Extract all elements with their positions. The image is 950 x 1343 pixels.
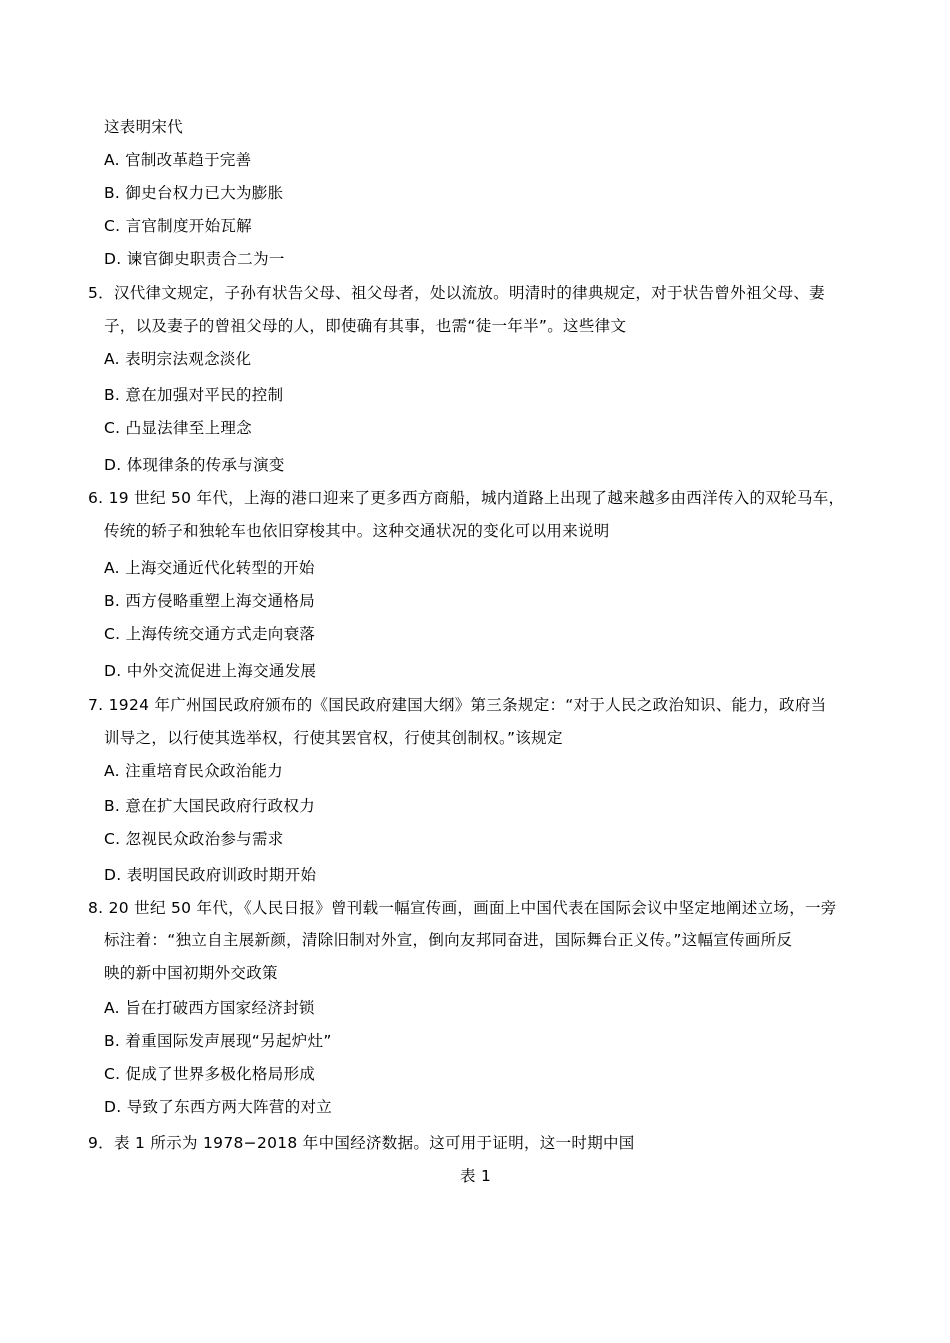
q7-option-d[interactable]: D. 表明国民政府训政时期开始	[104, 866, 317, 884]
q5-stem-line-1: 5．汉代律文规定，子孙有状告父母、祖父母者，处以流放。明清时的律典规定，对于状告曾外祖父母、妻	[88, 284, 825, 302]
q4-option-b[interactable]: B. 御史台权力已大为膨胀	[104, 184, 284, 202]
q5-option-d[interactable]: D. 体现律条的传承与演变	[104, 456, 285, 474]
q4-option-c[interactable]: C. 言官制度开始瓦解	[104, 217, 252, 235]
q7-option-a[interactable]: A. 注重培育民众政治能力	[104, 762, 284, 780]
q6-option-c[interactable]: C. 上海传统交通方式走向衰落	[104, 625, 316, 643]
q8-option-d[interactable]: D. 导致了东西方两大阵营的对立	[104, 1098, 333, 1116]
q4-option-a[interactable]: A. 官制改革趋于完善	[104, 151, 252, 169]
q8-option-b[interactable]: B. 着重国际发声展现“另起炉灶”	[104, 1032, 332, 1050]
q7-option-c[interactable]: C. 忽视民众政治参与需求	[104, 830, 284, 848]
q7-option-b[interactable]: B. 意在扩大国民政府行政权力	[104, 797, 315, 815]
q5-option-b[interactable]: B. 意在加强对平民的控制	[104, 386, 284, 404]
q5-option-c[interactable]: C. 凸显法律至上理念	[104, 419, 252, 437]
q7-stem-line-1: 7. 1924 年广州国民政府颁布的《国民政府建国大纲》第三条规定：“对于人民之政治知识、能力，政府当	[88, 696, 827, 714]
q4-stem-tail: 这表明宋代	[104, 118, 184, 136]
q8-option-a[interactable]: A. 旨在打破西方国家经济封锁	[104, 999, 315, 1017]
q8-option-c[interactable]: C. 促成了世界多极化格局形成	[104, 1065, 316, 1083]
q4-option-d[interactable]: D. 谏官御史职责合二为一	[104, 250, 285, 268]
q6-option-d[interactable]: D. 中外交流促进上海交通发展	[104, 662, 317, 680]
q5-stem-line-2: 子，以及妻子的曾祖父母的人，即使确有其事，也需“徒一年半”。这些律文	[104, 317, 627, 335]
table-caption: 表 1	[460, 1167, 492, 1185]
q8-stem-line-3: 映的新中国初期外交政策	[104, 964, 278, 982]
q7-stem-line-2: 训导之，以行使其选举权，行使其罢官权，行使其创制权。”该规定	[104, 729, 563, 747]
q9-stem-line-1: 9．表 1 所示为 1978−2018 年中国经济数据。这可用于证明，这一时期中国	[88, 1134, 635, 1152]
q6-option-b[interactable]: B. 西方侵略重塑上海交通格局	[104, 592, 315, 610]
q6-stem-line-1: 6. 19 世纪 50 年代，上海的港口迎来了更多西方商船，城内道路上出现了越来越多由西洋传入的双轮马车，	[88, 489, 845, 507]
q5-option-a[interactable]: A. 表明宗法观念淡化	[104, 350, 252, 368]
q6-stem-line-2: 传统的轿子和独轮车也依旧穿梭其中。这种交通状况的变化可以用来说明	[104, 522, 610, 540]
q8-stem-line-1: 8. 20 世纪 50 年代，《人民日报》曾刊载一幅宣传画，画面上中国代表在国际会议中坚定地阐述立场，一旁	[88, 899, 837, 917]
q6-option-a[interactable]: A. 上海交通近代化转型的开始	[104, 559, 315, 577]
q8-stem-line-2: 标注着：“独立自主展新颜，清除旧制对外宣，倒向友邦同奋进，国际舞台正义传。”这幅宣传画所反	[104, 931, 793, 949]
